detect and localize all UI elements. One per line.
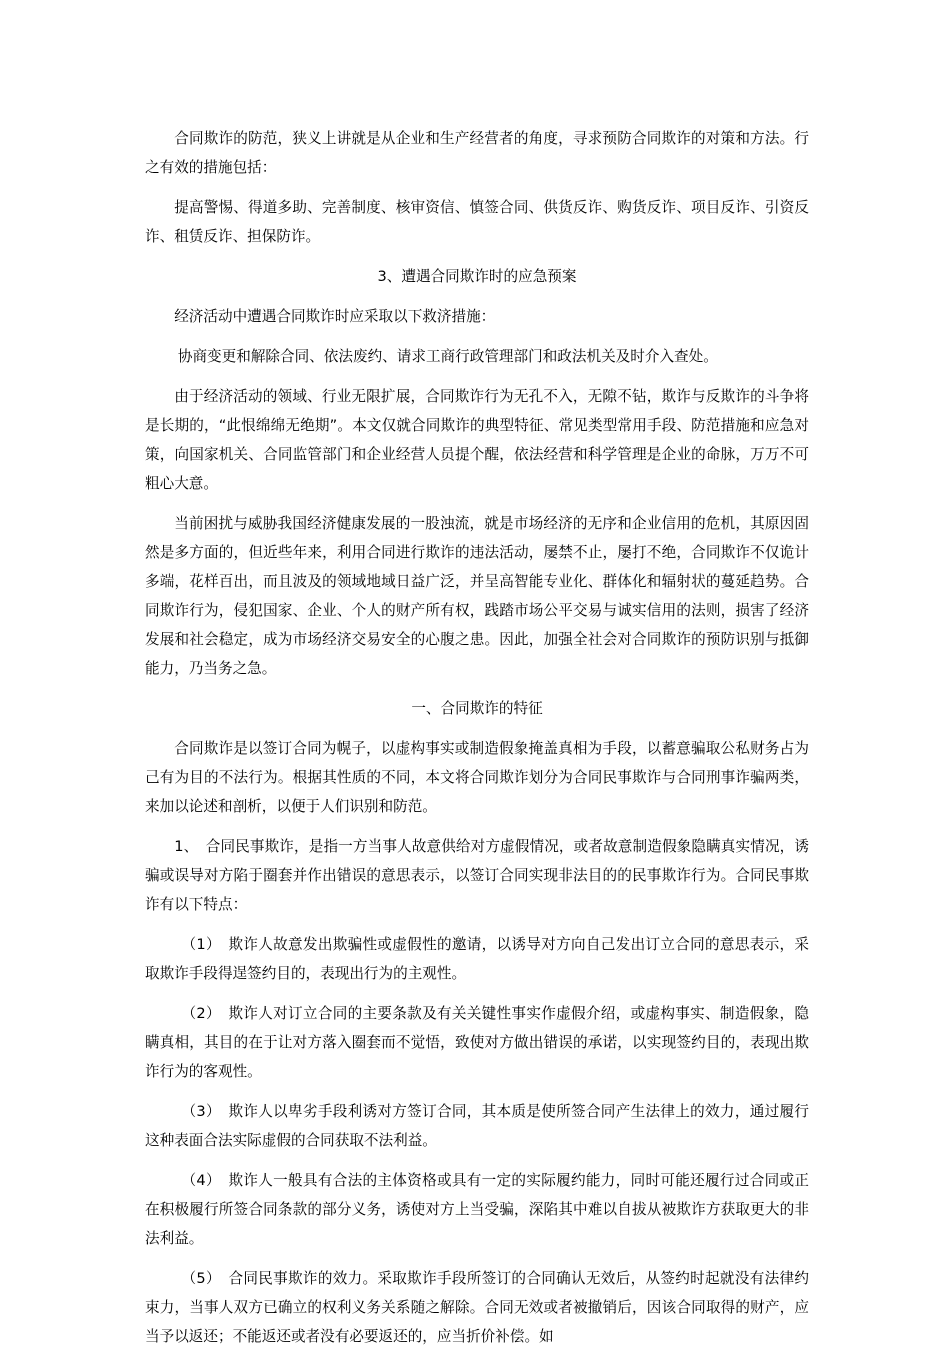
paragraph: 合同欺诈的防范，狭义上讲就是从企业和生产经营者的角度，寻求预防合同欺诈的对策和方法。行之有效的措施包括： xyxy=(145,130,809,176)
paragraph: 由于经济活动的领域、行业无限扩展，合同欺诈行为无孔不入，无隙不钻，欺诈与反欺诈的斗争将是长期的，“此恨绵绵无绝期”。本文仅就合同欺诈的典型特征、常见类型常用手段、防范措施和应急对策，向国家机关、合同监管部门和企业经营人员提个醒，依法经营和科学管理是企业的命脉，万万不可粗心大意。 xyxy=(145,388,809,492)
list-item: （3） 欺诈人以卑劣手段利诱对方签订合同，其本质是使所签合同产生法律上的效力，通过履行这种表面合法实际虚假的合同获取不法利益。 xyxy=(145,1103,809,1149)
paragraph: 经济活动中遭遇合同欺诈时应采取以下救济措施： xyxy=(174,308,496,325)
list-item: （2） 欺诈人对订立合同的主要条款及有关关键性事实作虚假介绍，或虚构事实、制造假象，隐瞒真相，其目的在于让对方落入圈套而不觉悟，致使对方做出错误的承诺，以实现签约目的，表现出欺诈行为的客观性。 xyxy=(145,1005,809,1080)
list-item: （4） 欺诈人一般具有合法的主体资格或具有一定的实际履约能力，同时可能还履行过合同或正在积极履行所签合同条款的部分义务，诱使对方上当受骗，深陷其中难以自拔从被欺诈方获取更大的非法利益。 xyxy=(145,1172,809,1247)
paragraph: 当前困扰与威胁我国经济健康发展的一股浊流，就是市场经济的无序和企业信用的危机，其原因固然是多方面的，但近些年来，利用合同进行欺诈的违法活动，屡禁不止，屡打不绝，合同欺诈不仅诡计多端，花样百出，而且波及的领域地域日益广泛，并呈高智能专业化、群体化和辐射状的蔓延趋势。合同欺诈行为，侵犯国家、企业、个人的财产所有权，践踏市场公平交易与诚实信用的法则，损害了经济发展和社会稳定，成为市场经济交易安全的心腹之患。因此，加强全社会对合同欺诈的预防识别与抵御能力，乃当务之急。 xyxy=(145,515,809,677)
document-body xyxy=(145,124,809,1362)
paragraph: 1、 合同民事欺诈，是指一方当事人故意供给对方虚假情况，或者故意制造假象隐瞒真实情况，诱骗或误导对方陷于圈套并作出错误的意思表示，以签订合同实现非法目的的民事欺诈行为。合同民事欺诈有以下特点： xyxy=(145,838,809,913)
list-item: （1） 欺诈人故意发出欺骗性或虚假性的邀请，以诱导对方向自己发出订立合同的意思表示，采取欺诈手段得逞签约目的，表现出行为的主观性。 xyxy=(145,936,809,982)
section-heading: 一、合同欺诈的特征 xyxy=(411,700,543,717)
section-heading: 3、遭遇合同欺诈时的应急预案 xyxy=(377,268,577,285)
paragraph: 协商变更和解除合同、依法废约、请求工商行政管理部门和政法机关及时介入查处。 xyxy=(177,348,718,365)
paragraph: 提高警惕、得道多助、完善制度、核审资信、慎签合同、供货反诈、购货反诈、项目反诈、引资反诈、租赁反诈、担保防诈。 xyxy=(145,199,809,245)
list-item: （5） 合同民事欺诈的效力。采取欺诈手段所签订的合同确认无效后，从签约时起就没有法律约束力，当事人双方已确立的权利义务关系随之解除。合同无效或者被撤销后，因该合同取得的财产，应当予以返还；不能返还或者没有必要返还的，应当折价补偿。如 xyxy=(145,1270,809,1345)
paragraph: 合同欺诈是以签订合同为幌子，以虚构事实或制造假象掩盖真相为手段，以蓄意骗取公私财务占为己有为目的不法行为。根据其性质的不同，本文将合同欺诈划分为合同民事欺诈与合同刑事诈骗两类，来加以论述和剖析，以便于人们识别和防范。 xyxy=(145,740,809,815)
